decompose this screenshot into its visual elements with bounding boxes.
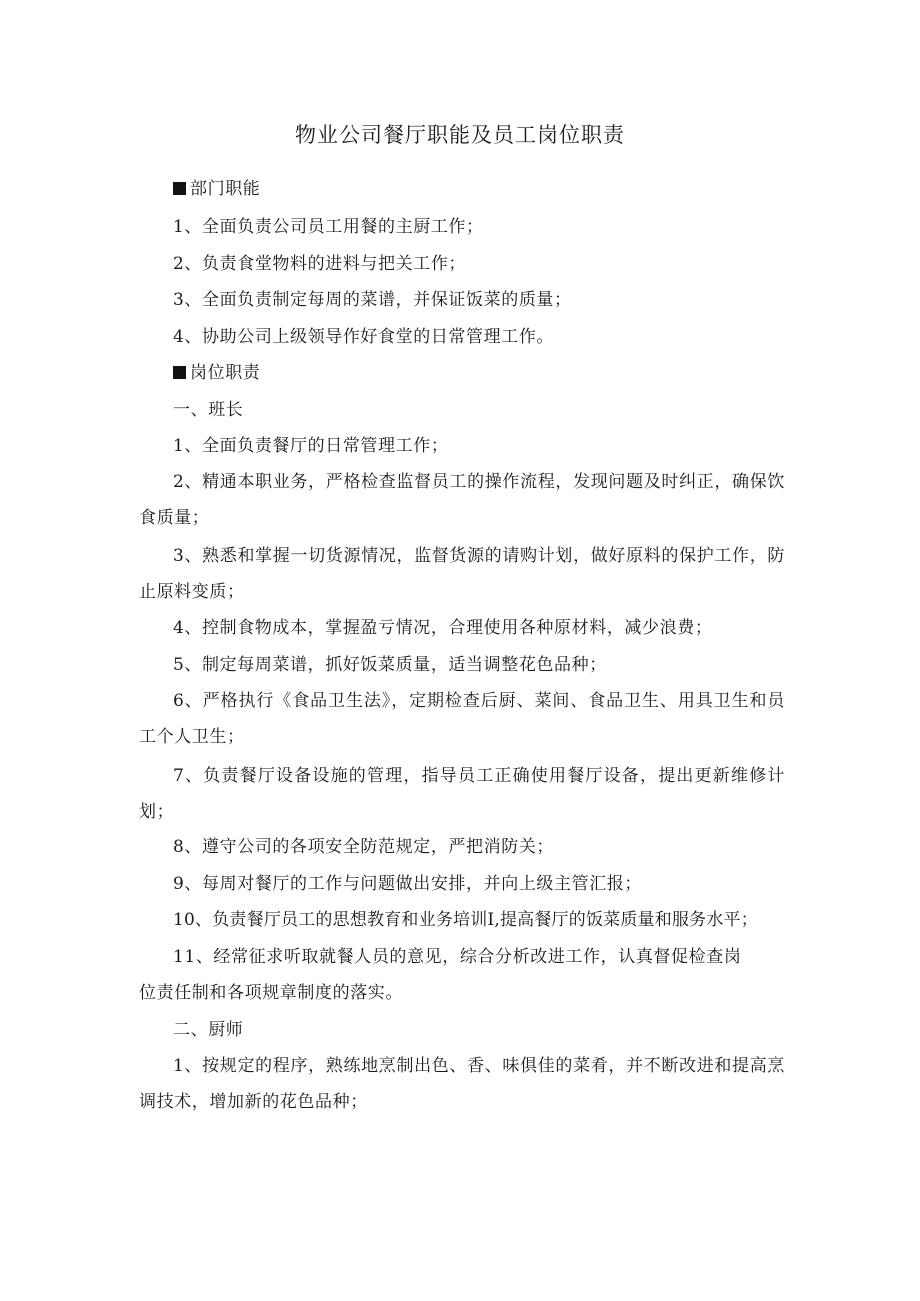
section-heading-monitor: 一、班长: [173, 400, 244, 420]
duty-item: 1、全面负责餐厅的日常管理工作；: [173, 436, 449, 456]
duty-item: 9、每周对餐厅的工作与问题做出安排，并向上级主管汇报；: [173, 874, 643, 894]
duty-item: 10、负责餐厅员工的思想教育和业务培训I,提高餐厅的饭菜质量和服务水平；: [173, 910, 758, 930]
duty-item: 1、按规定的程序，熟练地烹制出色、香、味俱佳的菜肴，并不断改进和提高烹调技术，增加新的花色品种；: [139, 1056, 785, 1112]
duty-item: 8、遵守公司的各项安全防范规定，严把消防关；: [173, 837, 555, 857]
duty-item: 5、制定每周菜谱，抓好饭菜质量，适当调整花色品种；: [173, 655, 607, 675]
section-heading-chef: 二、厨师: [173, 1020, 244, 1040]
duty-item: 2、精通本职业务，严格检查监督员工的操作流程，发现问题及时纠正，确保饮食质量；: [139, 472, 785, 528]
document-title: 物业公司餐厅职能及员工岗位职责: [295, 123, 625, 147]
duty-item-line: 11、经常征求听取就餐人员的意见，综合分析改进工作，认真督促检查岗: [173, 947, 742, 967]
square-bullet-icon: [173, 366, 186, 379]
duty-item: 3、熟悉和掌握一切货源情况，监督货源的请购计划，做好原料的保护工作，防止原料变质；: [139, 546, 785, 602]
post-duties-heading: 岗位职责: [173, 359, 260, 387]
dept-functions-heading: 部门职能: [173, 175, 260, 203]
dept-item: 4、协助公司上级领导作好食堂的日常管理工作。: [173, 327, 555, 347]
square-bullet-icon: [173, 182, 186, 195]
duty-item-line: 位责任制和各项规章制度的落实。: [139, 983, 403, 1003]
dept-item: 3、全面负责制定每周的菜谱，并保证饭菜的质量；: [173, 290, 572, 310]
dept-item: 2、负责食堂物料的进料与把关工作；: [173, 254, 467, 274]
duty-item: 7、负责餐厅设备设施的管理，指导员工正确使用餐厅设备，提出更新维修计划；: [139, 766, 785, 822]
duty-item: 6、严格执行《食品卫生法》，定期检查后厨、菜间、食品卫生、用具卫生和员工个人卫生；: [139, 691, 785, 747]
duty-item: 4、控制食物成本，掌握盈亏情况，合理使用各种原材料，减少浪费；: [173, 618, 713, 638]
dept-item: 1、全面负责公司员工用餐的主厨工作；: [173, 217, 484, 237]
